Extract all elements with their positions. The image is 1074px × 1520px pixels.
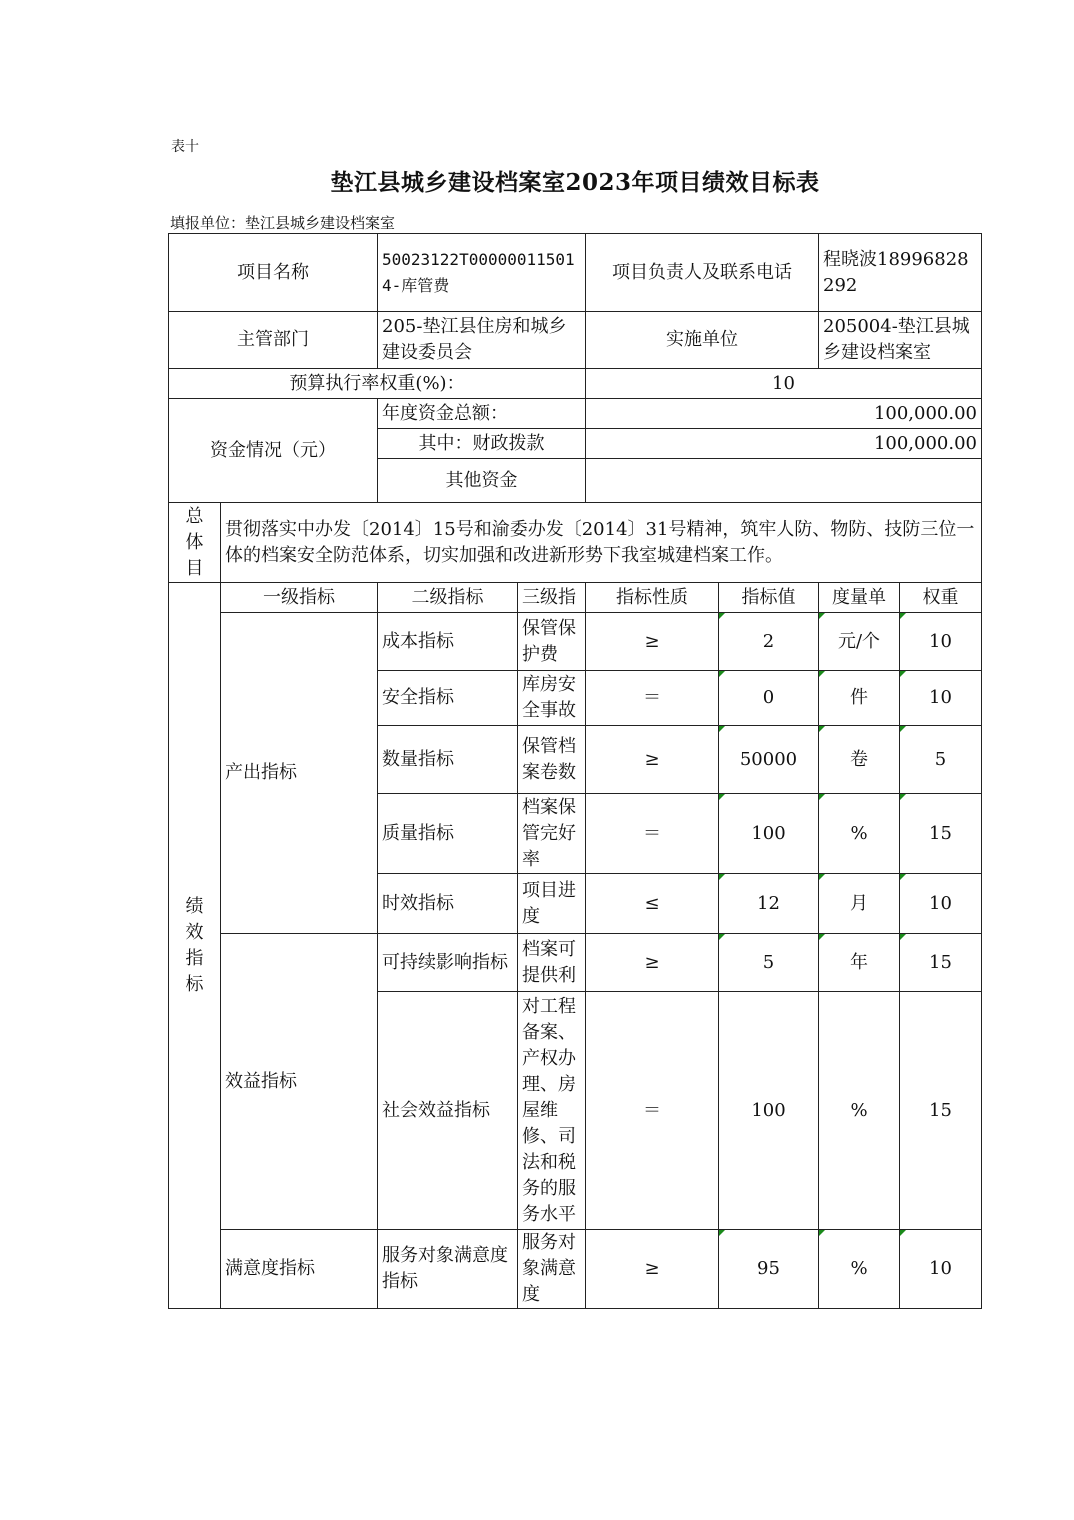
level2-cell: 质量指标	[378, 794, 518, 874]
overall-goal-text: 贯彻落实中办发〔2014〕15号和渝委办发〔2014〕31号精神，筑牢人防、物防、技防三位一体的档案安全防范体系，切实加强和改进新形势下我室城建档案工作。	[221, 503, 982, 583]
unit-cell: %	[819, 992, 900, 1230]
unit-cell: 月	[819, 874, 900, 934]
value-cell: 100	[719, 992, 819, 1230]
annual-total-value: 100,000.00	[586, 399, 982, 429]
header-level1: 一级指标	[221, 583, 378, 613]
level2-cell: 可持续影响指标	[378, 934, 518, 992]
dept-value: 205-垫江县住房和城乡建设委员会	[378, 312, 586, 369]
other-funds-label: 其他资金	[378, 459, 586, 503]
annual-total-label: 年度资金总额：	[378, 399, 586, 429]
level1-satisfaction: 满意度指标	[221, 1230, 378, 1309]
value-cell: 100	[719, 794, 819, 874]
value-cell: 95	[719, 1230, 819, 1309]
level1-benefit: 效益指标	[221, 934, 378, 1230]
owner-label: 项目负责人及联系电话	[586, 234, 819, 312]
table-number: 表十	[171, 139, 199, 155]
overall-goal-label: 总体目	[169, 503, 221, 583]
value-cell: 12	[719, 874, 819, 934]
level3-cell: 保管档案卷数	[518, 726, 586, 794]
weight-cell: 15	[900, 992, 982, 1230]
table-row	[169, 1230, 982, 1309]
weight-cell: 10	[900, 671, 982, 726]
fiscal-label: 其中：财政拨款	[378, 429, 586, 459]
weight-cell: 10	[900, 1230, 982, 1309]
owner-value: 程晓波18996828292	[819, 234, 982, 312]
value-cell: 2	[719, 613, 819, 671]
page-title: 垫江县城乡建设档案室2023年项目绩效目标表	[330, 169, 820, 196]
performance-target-table	[168, 233, 982, 1309]
level3-cell: 对工程备案、产权办理、房屋维修、司法和税务的服务水平	[518, 992, 586, 1230]
weight-cell: 10	[900, 613, 982, 671]
nature-cell: ＝	[586, 794, 719, 874]
unit-cell: 卷	[819, 726, 900, 794]
level1-output: 产出指标	[221, 613, 378, 934]
weight-cell: 15	[900, 794, 982, 874]
nature-cell: ≥	[586, 726, 719, 794]
unit-cell: %	[819, 794, 900, 874]
level2-cell: 成本指标	[378, 613, 518, 671]
nature-cell: ≥	[586, 1230, 719, 1309]
weight-cell: 15	[900, 934, 982, 992]
value-cell: 5	[719, 934, 819, 992]
level3-cell: 库房安全事故	[518, 671, 586, 726]
level2-cell: 时效指标	[378, 874, 518, 934]
unit-cell: 年	[819, 934, 900, 992]
table-row	[169, 934, 982, 992]
project-name-label: 项目名称	[169, 234, 378, 312]
table-row	[169, 613, 982, 671]
dept-label: 主管部门	[169, 312, 378, 369]
unit-cell: 元/个	[819, 613, 900, 671]
nature-cell: ＝	[586, 671, 719, 726]
level2-cell: 安全指标	[378, 671, 518, 726]
unit-cell: %	[819, 1230, 900, 1309]
unit-cell: 件	[819, 671, 900, 726]
header-level3: 三级指	[518, 583, 586, 613]
level3-cell: 档案保管完好率	[518, 794, 586, 874]
header-level2: 二级指标	[378, 583, 518, 613]
fiscal-value: 100,000.00	[586, 429, 982, 459]
level3-cell: 档案可提供利	[518, 934, 586, 992]
budget-weight-label: 预算执行率权重(%)：	[169, 369, 586, 399]
nature-cell: ＝	[586, 992, 719, 1230]
value-cell: 50000	[719, 726, 819, 794]
unit-label: 实施单位	[586, 312, 819, 369]
weight-cell: 10	[900, 874, 982, 934]
weight-cell: 5	[900, 726, 982, 794]
project-name-value: 50023122T000000115014-库管费	[378, 234, 586, 312]
level2-cell: 服务对象满意度指标	[378, 1230, 518, 1309]
level3-cell: 服务对象满意度	[518, 1230, 586, 1309]
budget-weight-value: 10	[586, 369, 982, 399]
nature-cell: ≥	[586, 613, 719, 671]
level3-cell: 项目进度	[518, 874, 586, 934]
other-funds-value	[586, 459, 982, 503]
header-value: 指标值	[719, 583, 819, 613]
level2-cell: 社会效益指标	[378, 992, 518, 1230]
level3-cell: 保管保护费	[518, 613, 586, 671]
header-weight: 权重	[900, 583, 982, 613]
reporting-unit: 填报单位：垫江县城乡建设档案室	[170, 214, 396, 232]
header-nature: 指标性质	[586, 583, 719, 613]
header-unit: 度量单	[819, 583, 900, 613]
funds-label: 资金情况（元）	[169, 399, 378, 503]
level2-cell: 数量指标	[378, 726, 518, 794]
perf-section-label: 绩效指标	[169, 583, 221, 1309]
nature-cell: ≥	[586, 934, 719, 992]
unit-value: 205004-垫江县城乡建设档案室	[819, 312, 982, 369]
nature-cell: ≤	[586, 874, 719, 934]
value-cell: 0	[719, 671, 819, 726]
